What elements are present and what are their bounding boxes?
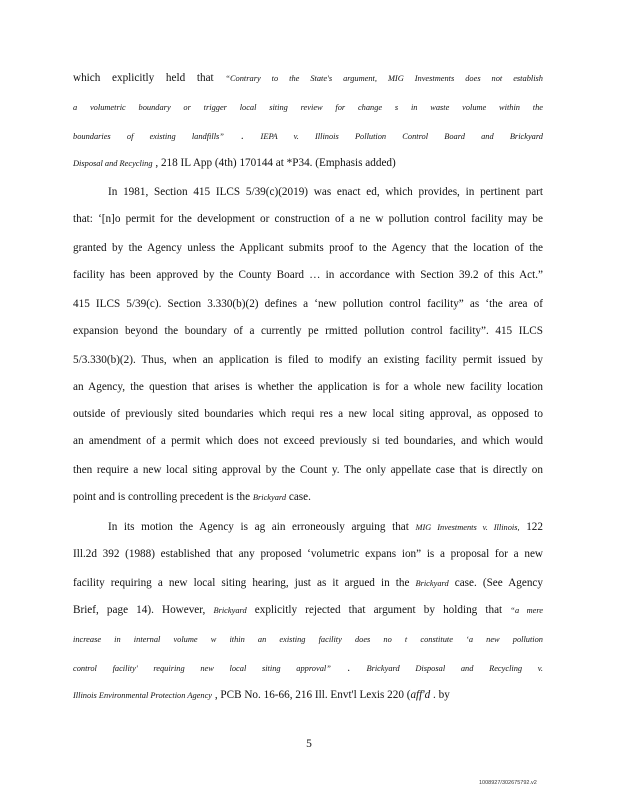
italic-text-run: aff'd: [410, 689, 431, 701]
text-run: .: [330, 662, 367, 674]
text-run: case. (See Agency: [448, 577, 543, 589]
italic-text-run: “Contrary to the State's argument, MIG Investments does not establish: [225, 74, 543, 83]
text-line: [108, 184, 543, 200]
text-line: [73, 211, 543, 227]
text-line: [73, 379, 543, 395]
text-line: [73, 546, 543, 562]
text-line: [73, 433, 543, 449]
page-number: 5: [306, 738, 312, 750]
text-line: [73, 99, 543, 115]
text-run: an amendment of a permit which does not exceed previously si ted boundaries, and which would: [73, 435, 543, 447]
text-run: 415 ILCS 5/39(c). Section 3.330(b)(2) defines a ‘new pollution control facility” as ‘the area of: [73, 298, 543, 310]
text-line: [73, 267, 543, 283]
italic-text-run: boundaries of existing landfills”: [73, 132, 224, 141]
text-run: 122: [519, 521, 543, 533]
text-line: [73, 660, 543, 676]
text-run: Ill.2d 392 (1988) established that any proposed ‘volumetric expans ion” is a proposal for a new: [73, 548, 543, 560]
italic-text-run: MIG Investments v. Illinois,: [415, 523, 520, 532]
italic-text-run: IEPA v. Illinois Pollution Control Board and Brickyard: [260, 132, 543, 141]
text-run: .: [223, 130, 261, 142]
text-line: [108, 519, 543, 535]
text-line: [73, 462, 543, 478]
text-run: that: ‘[n]o permit for the development or construction of a ne w pollution control facility may be: [73, 213, 543, 225]
italic-text-run: Brickyard Disposal and Recycling v.: [366, 664, 543, 673]
italic-text-run: Brickyard: [415, 579, 449, 588]
text-run: In its motion the Agency is ag ain erroneously arguing that: [108, 521, 416, 533]
text-run: an Agency, the question that arises is whether the application is for a whole new facility location: [73, 381, 543, 393]
text-line: [73, 489, 543, 505]
italic-text-run: Brickyard: [252, 493, 287, 502]
text-line: [73, 352, 543, 368]
text-run: expansion beyond the boundary of a currently pe rmitted pollution control facility”. 415 ILCS: [73, 325, 543, 337]
text-run: case.: [286, 491, 311, 503]
text-run: In 1981, Section 415 ILCS 5/39(c)(2019) was enact ed, which provides, in pertinent part: [108, 186, 543, 198]
text-run: facility requiring a new local siting hearing, just as it argued in the: [73, 577, 416, 589]
italic-text-run: Disposal and Recycling: [73, 159, 153, 168]
text-line: [73, 70, 543, 86]
italic-text-run: a volumetric boundary or trigger local siting review for change s in waste volume within the: [73, 103, 543, 112]
italic-text-run: “a mere: [510, 606, 543, 615]
italic-text-run: Brickyard: [213, 606, 247, 615]
text-line: [73, 687, 543, 703]
text-run: outside of previously sited boundaries which requi res a new local siting approval, as opposed to: [73, 408, 543, 420]
text-line: [73, 240, 543, 256]
text-run: explicitly rejected that argument by holding that: [246, 604, 511, 616]
text-line: [73, 602, 543, 618]
italic-text-run: increase in internal volume w ithin an existing facility does no t constitute ‘a new pollution: [73, 635, 543, 644]
text-run: facility has been approved by the County Board … in accordance with Section 39.2 of this Act.”: [73, 269, 543, 281]
text-run: then require a new local siting approval by the Count y. The only appellate case that is directly on: [73, 464, 543, 476]
text-run: Brief, page 14). However,: [73, 604, 214, 616]
text-run: , 218 IL App (4th) 170144 at *P34. (Emphasis added): [152, 157, 396, 169]
text-run: , PCB No. 16-66, 216 Ill. Envt'l Lexis 220 (: [212, 689, 411, 701]
italic-text-run: Illinois Environmental Protection Agency: [73, 691, 213, 700]
text-line: [73, 323, 543, 339]
text-run: point and is controlling precedent is the: [73, 491, 253, 503]
text-line: [73, 631, 543, 647]
text-line: [73, 575, 543, 591]
text-line: [73, 296, 543, 312]
text-run: 5/3.330(b)(2). Thus, when an application is filed to modify an existing facility permit issued by: [73, 354, 543, 366]
text-run: granted by the Agency unless the Applicant submits proof to the Agency that the location of the: [73, 242, 543, 254]
text-run: . by: [430, 689, 450, 701]
document-id: 1008927/302675792.v2: [479, 780, 537, 786]
text-line: [73, 406, 543, 422]
italic-text-run: control facility' requiring new local siting approval”: [73, 664, 331, 673]
text-line: [73, 155, 543, 171]
text-line: [73, 128, 543, 144]
text-run: which explicitly held that: [73, 72, 226, 84]
